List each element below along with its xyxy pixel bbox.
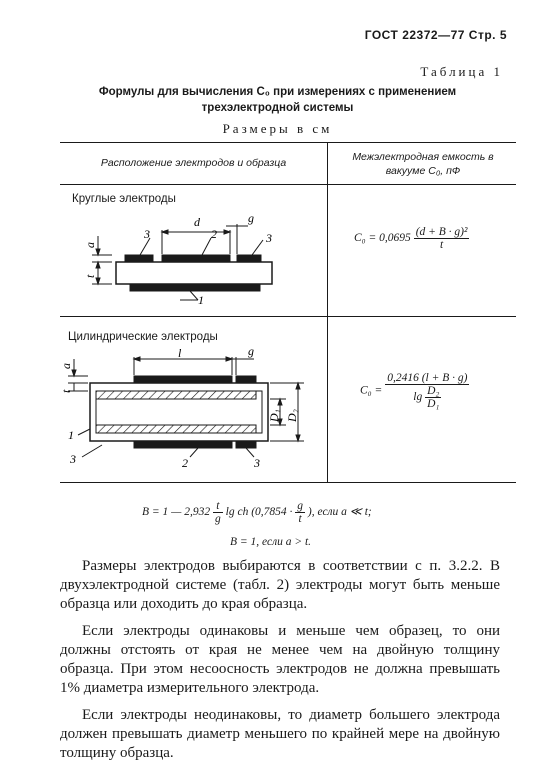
table-title-line1: Формулы для вычисления C₀ при измерениях с применением <box>98 86 457 98</box>
specimen-disc <box>116 262 272 284</box>
b-frac-g-t <box>295 500 305 525</box>
col2-header-line1: Межэлектродная емкость в <box>352 151 494 163</box>
column-divider <box>327 142 328 482</box>
table-title-line2: трехэлектродной системы <box>201 102 354 114</box>
row2-fraction <box>385 372 469 410</box>
row1-denominator: t <box>439 239 444 251</box>
row2-lg: lg <box>413 391 423 404</box>
col2-header <box>330 150 516 178</box>
header-rule <box>60 184 516 185</box>
label-3-left: 3 <box>144 227 150 241</box>
row1-formula <box>354 226 514 251</box>
b-frac2-den: t <box>298 513 302 525</box>
label-D1: D₁ <box>267 409 281 422</box>
label-2: 2 <box>211 227 217 241</box>
b-formula-start: B = 1 — 2,932 <box>142 506 211 519</box>
label-l: l <box>178 346 182 360</box>
guard-electrode-right <box>237 255 261 262</box>
row2-D2: D₂ <box>427 385 440 397</box>
label-3-cyl-left: 3 <box>70 452 76 466</box>
cylindrical-electrodes-diagram <box>58 345 318 475</box>
row2-label: Цилиндрические электроды <box>68 331 218 343</box>
row1-numerator: (d + B · g)² <box>415 226 468 238</box>
b-frac1-den: g <box>215 513 221 525</box>
sizes-note: Размеры в см <box>222 121 333 136</box>
measuring-electrode <box>162 255 230 262</box>
label-g-cyl: g <box>248 345 254 358</box>
body-text <box>60 557 500 771</box>
table-bottom-rule <box>60 482 516 483</box>
row1-fraction <box>414 226 470 251</box>
guard-electrode-bottom <box>236 441 256 448</box>
label-t: t <box>83 274 97 278</box>
b-formula <box>142 500 372 525</box>
row2-diameter-ratio <box>425 385 441 410</box>
bottom-electrode <box>130 284 260 291</box>
table-title <box>0 84 555 116</box>
b-formula-end: ), если a ≪ t; <box>307 506 372 519</box>
paragraph-2: Если электроды одинаковы и меньше чем образец, то они должны отстоять от края не менее чем на двойную толщину образца. При этом несоосность электродов не должна превышать 1% диаметра измерительного электрода. <box>60 623 500 696</box>
label-d: d <box>194 215 200 229</box>
label-g: g <box>248 211 254 225</box>
label-1-cyl: 1 <box>68 428 74 442</box>
b-frac1-num: t <box>213 500 223 513</box>
b-formula-mid: lg ch (0,7854 · <box>225 506 293 519</box>
flat-electrodes-diagram <box>80 208 295 308</box>
inner-electrode-bottom <box>96 425 256 433</box>
paragraph-3: Если электроды неодинаковы, то диаметр большего электрода должен превышать диаметр меньшего по крайней мере на двойную толщину образца. <box>60 707 500 761</box>
page-header <box>365 28 507 42</box>
standard-number: ГОСТ 22372—77 <box>364 28 465 42</box>
guard-electrode-top <box>236 376 256 383</box>
row1-label: Круглые электроды <box>72 193 176 205</box>
row2-D1: D₁ <box>427 398 440 410</box>
b-frac-t-g <box>213 500 223 525</box>
label-2-cyl: 2 <box>182 456 188 470</box>
row2-formula <box>360 372 510 410</box>
row2-denominator <box>385 385 469 410</box>
label-1: 1 <box>198 293 204 307</box>
b-formula-alt: B = 1, если a > t. <box>230 536 312 548</box>
row2-formula-lhs: C₀ = <box>360 384 383 397</box>
measuring-electrode-outer <box>134 376 232 383</box>
table-label: Таблица 1 <box>420 64 503 79</box>
label-a: a <box>83 242 97 248</box>
b-frac2-num: g <box>297 500 304 512</box>
table-top-rule <box>60 142 516 143</box>
row-rule <box>60 316 516 317</box>
row1-formula-lhs: C₀ = 0,0695 <box>354 232 411 245</box>
paragraph-1: Размеры электродов выбираются в соответствии с п. 3.2.2. В двухэлектродной системе (табл. 2) электроды могут быть меньше образца или доходить до края образца. <box>60 558 500 612</box>
label-3-cyl-right: 3 <box>254 456 260 470</box>
label-a-cyl: a <box>59 363 73 369</box>
inner-electrode-top <box>96 391 256 399</box>
page-number: Стр. 5 <box>468 28 507 42</box>
measuring-electrode-bottom <box>134 441 232 448</box>
label-3-right: 3 <box>266 231 272 245</box>
row2-numerator: 0,2416 (l + B · g) <box>387 372 468 384</box>
col1-header: Расположение электродов и образца <box>100 157 287 169</box>
label-t-cyl: t <box>59 389 73 393</box>
col2-header-line2: вакууме C₀, пФ <box>385 165 461 177</box>
label-D2: D₂ <box>285 409 299 422</box>
guard-electrode-left <box>125 255 153 262</box>
